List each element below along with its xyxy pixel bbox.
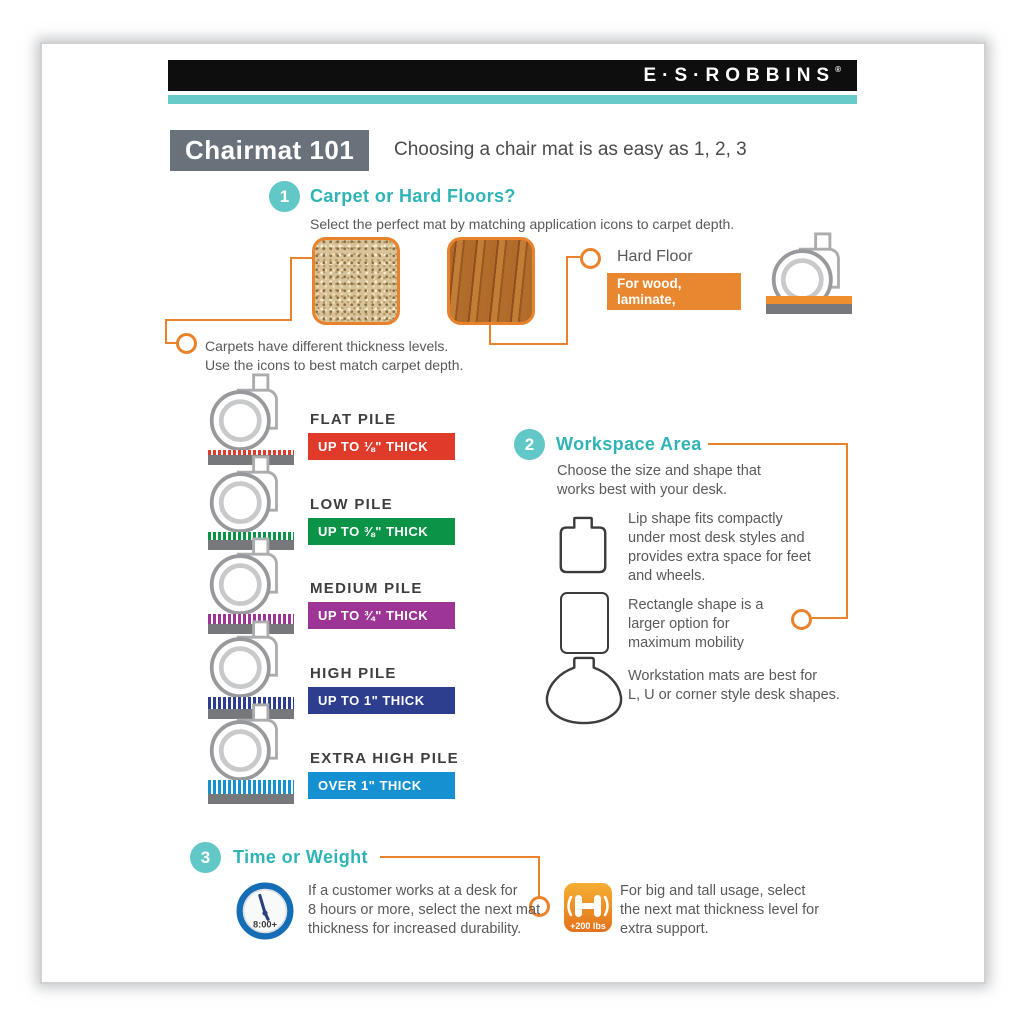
workstation-shape-description bbox=[628, 667, 840, 705]
step-3-badge: 3 bbox=[190, 842, 221, 873]
connector-line bbox=[290, 257, 312, 259]
caster-wheel-icon bbox=[200, 373, 292, 453]
weight-label: +200 lbs bbox=[570, 921, 606, 931]
pile-base-strip bbox=[208, 794, 294, 804]
connector-node bbox=[176, 333, 197, 354]
caster-wheel-icon bbox=[200, 703, 292, 783]
time-description bbox=[308, 882, 540, 939]
hard-floor-callout-line-2: tile and more. bbox=[617, 308, 705, 323]
hard-floor-base-strip bbox=[766, 304, 852, 314]
pile-name: FLAT PILE bbox=[310, 411, 397, 428]
connector-line bbox=[165, 319, 167, 344]
time-desc-line: If a customer works at a desk for bbox=[308, 883, 518, 899]
pile-thickness-badge: UP TO ⅜" THICK bbox=[308, 518, 455, 545]
workstation-shape-icon bbox=[542, 656, 626, 726]
connector-line bbox=[165, 319, 292, 321]
step-2-subtitle-line-1: Choose the size and shape that bbox=[557, 463, 761, 479]
rect-desc-line: maximum mobility bbox=[628, 635, 745, 651]
connector-line bbox=[380, 856, 540, 858]
hard-floor-swatch-image bbox=[447, 237, 535, 325]
hard-floor-label: Hard Floor bbox=[617, 248, 693, 265]
pile-thickness-badge: UP TO 1" THICK bbox=[308, 687, 455, 714]
step-2-badge: 2 bbox=[514, 429, 545, 460]
lip-desc-line: and wheels. bbox=[628, 568, 706, 584]
page-tagline: Choosing a chair mat is as easy as 1, 2, 3 bbox=[394, 139, 747, 160]
rect-desc-line: Rectangle shape is a bbox=[628, 597, 764, 613]
weight-description bbox=[620, 882, 819, 939]
pile-name: HIGH PILE bbox=[310, 665, 397, 682]
lip-shape-description bbox=[628, 510, 811, 586]
pile-row-flat bbox=[0, 400, 1024, 470]
pile-thickness-badge: OVER 1" THICK bbox=[308, 772, 455, 799]
connector-line bbox=[708, 443, 848, 445]
hard-floor-mat-strip bbox=[766, 296, 852, 304]
carpet-swatch-image bbox=[312, 237, 400, 325]
pile-name: MEDIUM PILE bbox=[310, 580, 423, 597]
carpet-note-line-2: Use the icons to best match carpet depth. bbox=[205, 357, 464, 373]
caster-wheel-icon bbox=[200, 620, 292, 700]
lip-desc-line: under most desk styles and bbox=[628, 530, 805, 546]
weight-desc-line: the next mat thickness level for bbox=[620, 902, 820, 918]
pile-row-medium bbox=[0, 569, 1024, 639]
connector-line bbox=[812, 617, 846, 619]
time-desc-line: 8 hours or more, select the next mat bbox=[308, 902, 541, 918]
caster-wheel-icon bbox=[200, 537, 292, 617]
step-3-title: Time or Weight bbox=[233, 847, 368, 867]
ws-desc-line: L, U or corner style desk shapes. bbox=[628, 687, 840, 703]
brand-logo: E·S·ROBBINS® bbox=[643, 64, 841, 86]
lip-desc-line: Lip shape fits compactly bbox=[628, 511, 783, 527]
pile-row-low bbox=[0, 485, 1024, 555]
clock-time-label: 8:00+ bbox=[252, 919, 278, 930]
pile-row-high bbox=[0, 654, 1024, 724]
hard-floor-callout bbox=[607, 273, 741, 323]
weight-desc-line: For big and tall usage, select bbox=[620, 883, 806, 899]
pile-thickness-badge: UP TO ¾" THICK bbox=[308, 602, 455, 629]
rect-desc-line: larger option for bbox=[628, 616, 730, 632]
ws-desc-line: Workstation mats are best for bbox=[628, 668, 818, 684]
connector-line bbox=[290, 257, 292, 321]
lip-shape-icon bbox=[558, 516, 608, 574]
rectangle-shape-description bbox=[628, 596, 763, 653]
connector-line bbox=[566, 257, 568, 345]
hard-floor-callout-line-1: For wood, laminate, bbox=[617, 276, 682, 307]
clock-icon bbox=[236, 882, 294, 940]
connector-line bbox=[846, 443, 848, 619]
connector-line bbox=[489, 343, 568, 345]
rectangle-shape-icon bbox=[560, 592, 609, 654]
weight-dumbbell-icon bbox=[562, 881, 614, 935]
connector-line bbox=[489, 325, 491, 345]
registered-mark: ® bbox=[835, 64, 841, 74]
teal-accent-stripe bbox=[168, 95, 857, 104]
pile-thickness-badge: UP TO ⅛" THICK bbox=[308, 433, 455, 460]
step-2-title: Workspace Area bbox=[556, 434, 702, 454]
weight-desc-line: extra support. bbox=[620, 921, 709, 937]
connector-node bbox=[580, 248, 601, 269]
connector-line bbox=[566, 256, 580, 258]
caster-wheel-icon bbox=[200, 455, 292, 535]
page-title: Chairmat 101 bbox=[170, 130, 369, 171]
step-1-badge: 1 bbox=[269, 181, 300, 212]
time-desc-line: thickness for increased durability. bbox=[308, 921, 522, 937]
pile-carpet-strip bbox=[208, 780, 294, 794]
brand-bar bbox=[168, 60, 857, 91]
pile-name: EXTRA HIGH PILE bbox=[310, 750, 459, 767]
lip-desc-line: provides extra space for feet bbox=[628, 549, 811, 565]
pile-name: LOW PILE bbox=[310, 496, 393, 513]
step-1-subtitle: Select the perfect mat by matching application icons to carpet depth. bbox=[310, 216, 735, 232]
connector-node bbox=[791, 609, 812, 630]
pile-row-extra-high bbox=[0, 739, 1024, 809]
step-1-title: Carpet or Hard Floors? bbox=[310, 186, 516, 206]
step-2-subtitle-line-2: works best with your desk. bbox=[557, 482, 728, 498]
carpet-note-line-1: Carpets have different thickness levels. bbox=[205, 338, 449, 354]
